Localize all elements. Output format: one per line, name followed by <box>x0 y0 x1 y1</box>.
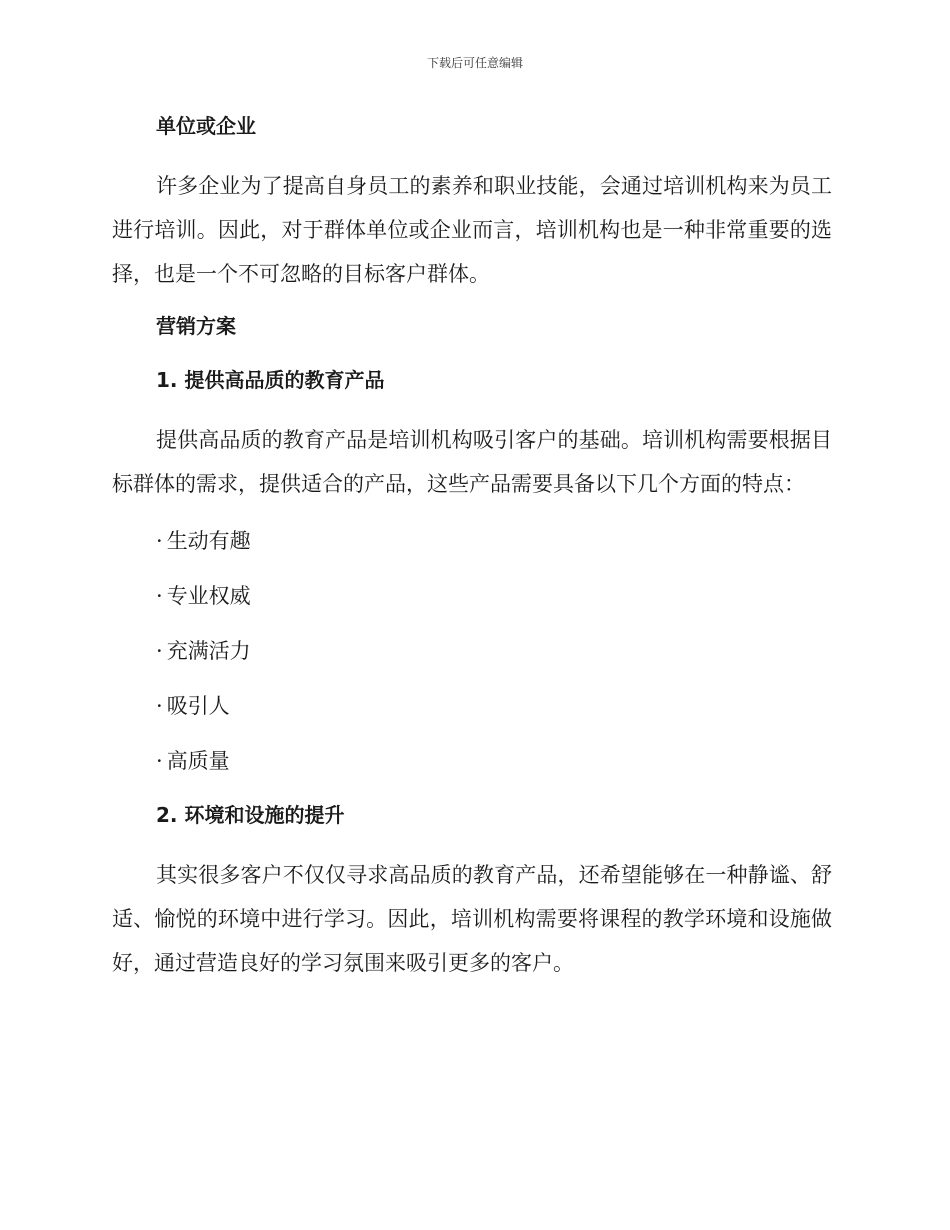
list-item <box>112 634 832 668</box>
paragraph-unit-enterprise: 许多企业为了提高自身员工的素养和职业技能，会通过培训机构来为员工进行培训。因此，对于群体单位或企业而言，培训机构也是一种非常重要的选择，也是一个不可忽略的目标客户群体。 <box>112 174 832 286</box>
list-item-text: 充满活力 <box>166 639 251 663</box>
list-item-text: 高质量 <box>166 749 230 773</box>
section-heading-marketing-plan: 营销方案 <box>156 314 236 338</box>
bullet-symbol: · <box>156 529 163 553</box>
bullet-symbol: · <box>156 639 163 663</box>
bullet-symbol: · <box>156 694 163 718</box>
paragraph-quality-products: 提供高品质的教育产品是培训机构吸引客户的基础。培训机构需要根据目标群体的需求，提供适合的产品，这些产品需要具备以下几个方面的特点： <box>112 428 832 496</box>
bullet-symbol: · <box>156 749 163 773</box>
paragraph-environment-facilities: 其实很多客户不仅仅寻求高品质的教育产品，还希望能够在一种静谧、舒适、愉悦的环境中进行学习。因此，培训机构需要将课程的教学环境和设施做好，通过营造良好的学习氛围来吸引更多的客户。 <box>112 863 832 975</box>
header-note: 下载后可任意编辑 <box>426 56 523 70</box>
list-item <box>112 524 832 558</box>
list-item-text: 吸引人 <box>166 694 230 718</box>
list-item-text: 专业权威 <box>166 584 251 608</box>
document-body <box>112 110 832 995</box>
list-item-text: 生动有趣 <box>166 529 251 553</box>
list-item <box>112 689 832 723</box>
section-heading-quality-products: 1. 提供高品质的教育产品 <box>156 368 385 392</box>
bullet-symbol: · <box>156 584 163 608</box>
list-item <box>112 744 832 778</box>
feature-list <box>112 524 832 778</box>
section-heading-environment-facilities: 2. 环境和设施的提升 <box>156 803 345 827</box>
list-item <box>112 579 832 613</box>
section-heading-unit-enterprise: 单位或企业 <box>156 114 256 138</box>
